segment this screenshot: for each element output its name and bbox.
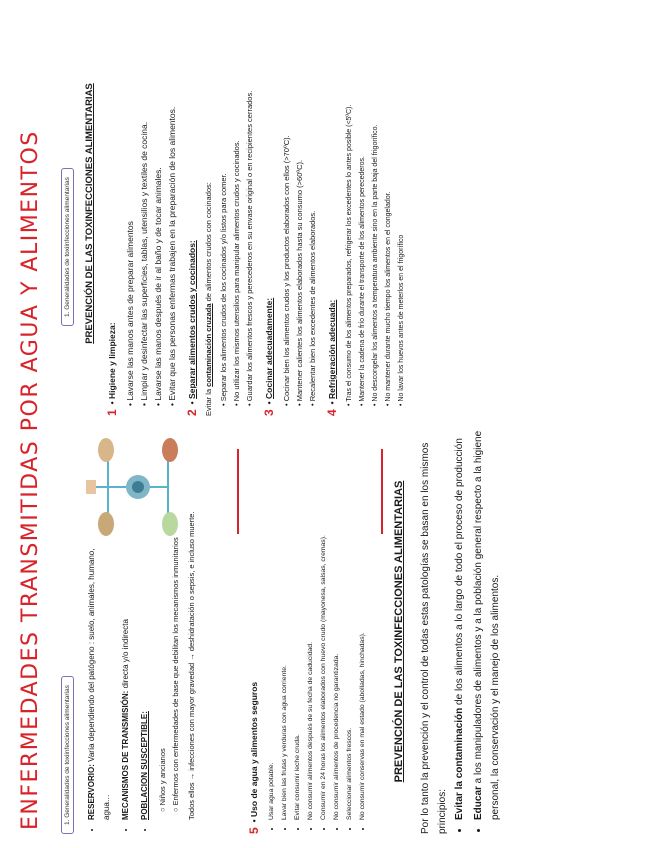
principles-list xyxy=(451,429,504,834)
water-image xyxy=(86,480,96,494)
hygiene-list xyxy=(123,11,179,416)
transmission-cycle-diagram xyxy=(84,432,194,542)
section-number: 1 xyxy=(105,409,119,416)
red-divider xyxy=(381,449,383,534)
transmission-label: MECANISMOS DE TRANSMISIÓN: xyxy=(121,690,130,820)
susceptible-label: POBLACION SUSCEPTIBLE: xyxy=(140,711,149,820)
list-item: • Evitar la contaminación de los alimentos a lo largo de todo el proceso de producción xyxy=(451,429,468,820)
section-4-title: Refrigeración adecuada: xyxy=(327,299,337,399)
list-item: • No consumir alimentos después de su fecha de caducidad. xyxy=(304,429,317,820)
food-plate-image xyxy=(162,438,178,462)
transmission-text: directa y/o indirecta xyxy=(121,619,130,691)
list-item: • No consumir alimentos de procedencia no garantizada. xyxy=(330,429,343,820)
list-item: • Recalentar bien los excedentes de alimentos elaborados. xyxy=(306,11,319,406)
food-plate-image xyxy=(162,512,178,536)
section-1-title: Higiene y limpieza: xyxy=(107,322,117,399)
reservoir-text: Varía dependiendo del patógeno : suelo, animales, humano, agua… xyxy=(87,548,111,820)
list-item: • Evitar que las personas enfermas trabajen en la preparación de los alimentos. xyxy=(165,11,179,406)
food-plate-image xyxy=(98,512,114,536)
section-1-heading: 1 • Higiene y limpieza: xyxy=(105,322,119,416)
separate-list xyxy=(217,11,256,416)
list-item: • No lavar los huevos antes de meterlos en el frigorífico xyxy=(395,11,408,406)
list-item: • Limpiar y desinfectar las superficies, tablas, utensilios y textiles de cocina. xyxy=(137,11,151,406)
food-plate-image xyxy=(98,438,114,462)
list-item: • Separar los alimentos crudos de los cocinados y/o listos para comer. xyxy=(217,11,230,406)
list-item: • Evitar consumir leche cruda. xyxy=(291,429,304,820)
susceptible-entry: ○ Niños y ancianos xyxy=(156,432,169,812)
list-item: • Lavarse las manos antes de preparar alimentos xyxy=(123,11,137,406)
section-5-heading: 5 • Uso de agua y alimentos seguros xyxy=(247,681,261,834)
list-item: • Lavar bien las frutas y verduras con agua corriente. xyxy=(278,429,291,820)
prevention-title: PREVENCIÓN DE LAS TOXINFECCIONES ALIMENTARIAS xyxy=(84,83,95,344)
prevention-intro: Por lo tanto la prevención y el control de todas estas patologías se basan en los mismos principios: xyxy=(420,442,448,834)
cooking-list xyxy=(280,11,319,416)
list-item: • Tras el consumo de los alimentos preparados, refrigerar los excedentes lo antes posible (<5ºC). xyxy=(343,11,356,406)
list-item: • Cocinar bien los alimentos crudos y los productos elaborados con ellos (>70ºC). xyxy=(280,11,293,406)
list-item: • Mantener calientes los alimentos elaborados hasta su consumo (>60ºC). xyxy=(293,11,306,406)
section-number: 4 xyxy=(325,409,339,416)
list-item: • No mantener durante mucho tiempo los alimentos en el congelador. xyxy=(382,11,395,406)
safe-food-list xyxy=(265,429,369,834)
section-2-title: Separar alimentos crudos y cocinados: xyxy=(187,240,197,399)
list-item: • Guardar los alimentos frescos y perecederos en su envase original o en recipientes cerrados. xyxy=(243,11,256,406)
reservoir-label: RESERVORIO: xyxy=(87,764,96,820)
susceptible-item xyxy=(137,540,152,820)
severity-text: Todos ellos → infecciones con mayor gravedad → deshidratación o sepsis, e incluso muerte. xyxy=(187,511,196,820)
section-4-heading: 4 • Refrigeración adecuada: xyxy=(325,299,339,416)
section-number: 2 xyxy=(185,409,199,416)
list-item: • Consumir en 24 horas los alimentos elaborados con huevo crudo (mayonesa, salsas, cremas). xyxy=(317,429,330,820)
list-item: • Lavarse las manos después de ir al baño y de tocar animales. xyxy=(151,11,165,406)
generalities-block xyxy=(84,429,229,834)
list-item: • Usar agua potable. xyxy=(265,429,278,820)
list-item: • Mantener la cadena de frío durante el transporte de los alimentos perecederos. xyxy=(356,11,369,406)
left-column xyxy=(56,429,646,834)
section-3-title: Cocinar adecuadamente: xyxy=(264,297,274,399)
refrigeration-list xyxy=(343,11,408,416)
section-5-title: Uso de agua y alimentos seguros xyxy=(249,681,259,817)
susceptible-entry: ○ Enfermos con enfermedades de base que debilitan los mecanismos inmunitarios xyxy=(169,432,182,812)
section-number: 5 xyxy=(247,827,261,834)
list-item: • Seleccionar alimentos frescos. xyxy=(343,429,356,820)
section-number: 3 xyxy=(262,409,276,416)
topic-tag: 1. Generalidades de toxiinfecciones alimentarias xyxy=(61,168,74,326)
section-2-heading: 2 • Separar alimentos crudos y cocinados: xyxy=(185,240,199,416)
red-divider xyxy=(237,449,239,534)
section-2-intro: Evitar la contaminación cruzada de alimentos crudos con cocinados: xyxy=(204,182,213,416)
transmission-item xyxy=(118,540,133,820)
right-column xyxy=(56,11,646,416)
list-item: • Educar a los manipuladores de alimentos y a la población general respecto a la higiene personal, la conservación y el manejo de los alimentos. xyxy=(470,429,504,820)
list-item: • No descongelar los alimentos a temperatura ambiente sino en la parte baja del frigorífico. xyxy=(369,11,382,406)
section-3-heading: 3 • Cocinar adecuadamente: xyxy=(262,297,276,416)
list-item: • No consumir conservas en mal estado (abolladas, hinchadas). xyxy=(356,429,369,820)
reservoir-item xyxy=(84,540,114,820)
topic-tag: 1. Generalidades de toxiinfecciones alimentarias xyxy=(61,676,74,834)
generalities-list xyxy=(84,540,152,834)
prevention-title: PREVENCIÓN DE LAS TOXINFECCIONES ALIMENTARIAS xyxy=(393,480,405,783)
page-title: ENFERMEDADES TRANSMITIDAS POR AGUA Y ALIMENTOS xyxy=(18,130,43,830)
list-item: • No utilizar los mismos utensilios para manipular alimentos crudos y cocinados. xyxy=(230,11,243,406)
